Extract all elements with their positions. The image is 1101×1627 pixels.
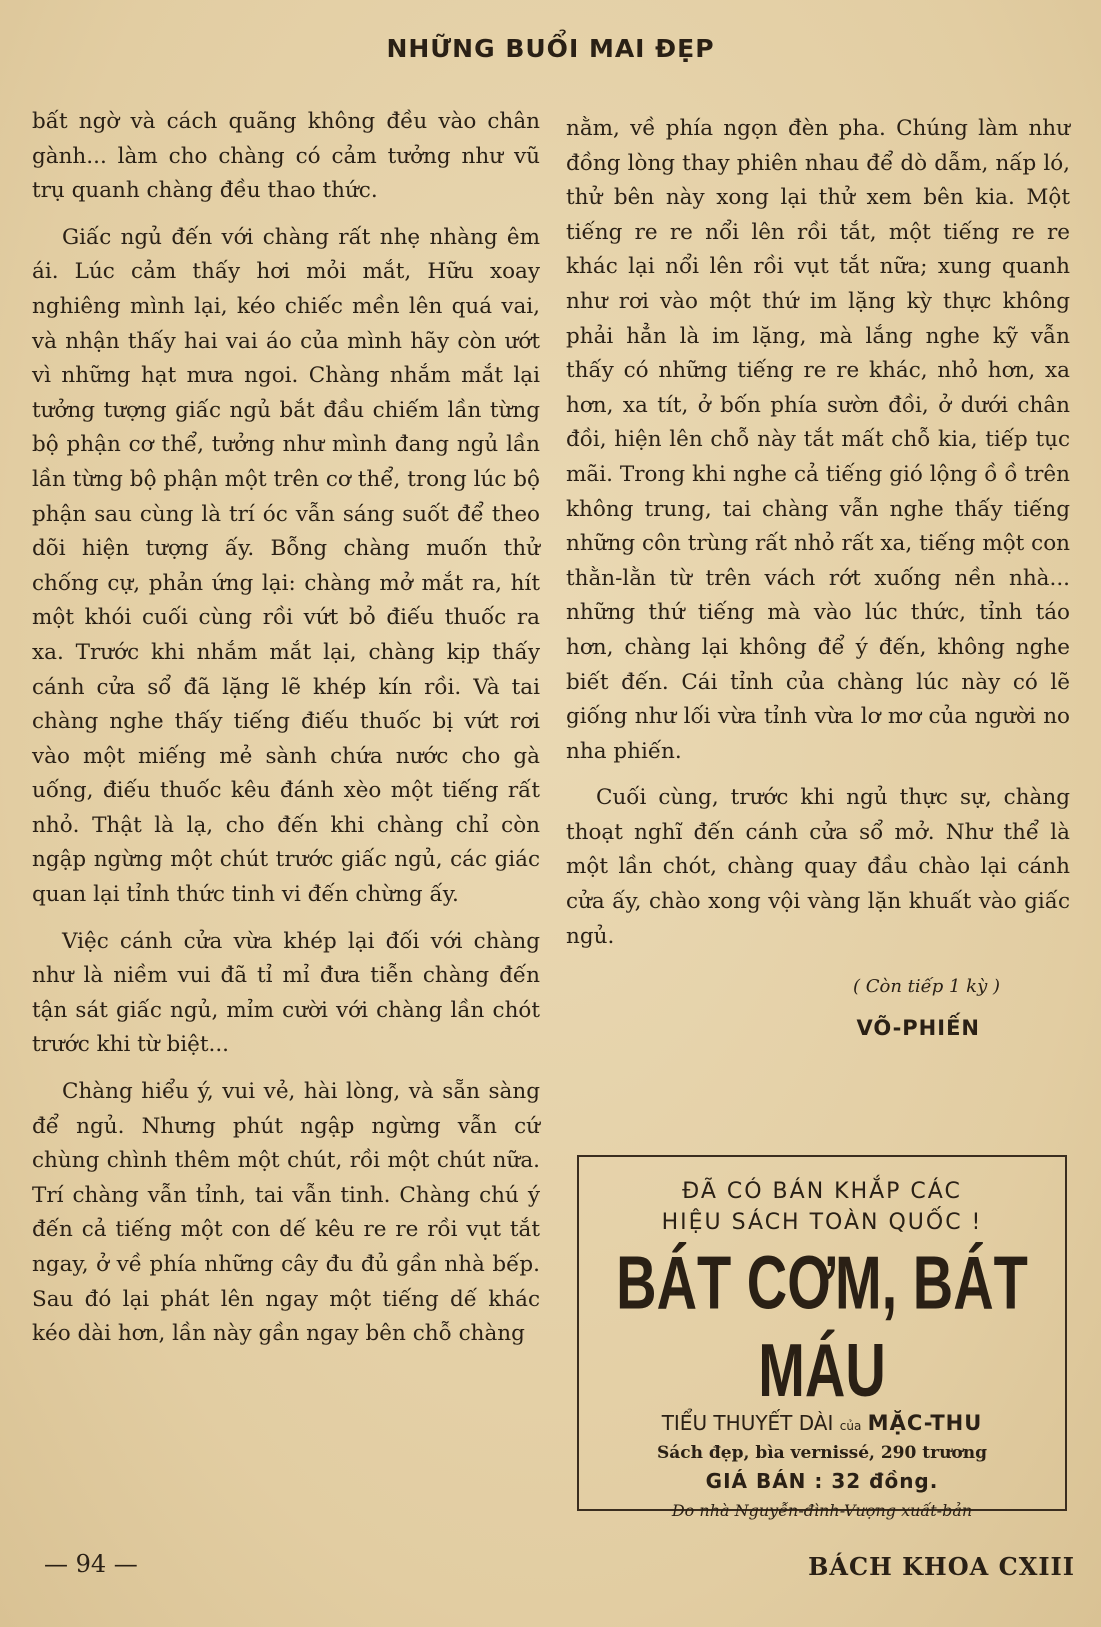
magazine-issue: BÁCH KHOA CXIII	[808, 1552, 1075, 1581]
paragraph: bất ngờ và cách quãng không đều vào chân gành... làm cho chàng có cảm tưởng như vũ trụ quanh chàng đều thao thức.	[32, 109, 540, 204]
paragraph: Cuối cùng, trước khi ngủ thực sự, chàng thoạt nghĩ đến cánh cửa sổ mở. Như thể là một lần chót, chàng quay đầu chào lại cánh cửa ấy, chào xong vội vàng lặn khuất vào giấc ngủ.	[566, 785, 1070, 949]
right-column	[566, 112, 1070, 1045]
ad-book-title: BÁT CƠM, BÁT MÁU	[616, 1239, 1028, 1413]
author-signature: VÕ-PHIẾN	[856, 1015, 980, 1040]
ad-novel-author: MẶC-THU	[867, 1411, 983, 1435]
book-advertisement	[577, 1155, 1067, 1520]
paragraph: Chàng hiểu ý, vui vẻ, hài lòng, và sẵn sàng để ngủ. Nhưng phút ngập ngừng vẫn cứ chùng chình thêm một chút, rồi một chút nữa. Trí chàng vẫn tỉnh, tai vẫn tinh. Chàng chú ý đến cả tiếng một con dế kêu re re rồi vụt tắt ngay, ở về phía những cây đu đủ gần nhà bếp. Sau đó lại phát lên ngay một tiếng dế khác kéo dài hơn, lần này gần ngay bên chỗ chàng	[32, 1079, 540, 1347]
ad-by: của	[839, 1419, 862, 1433]
ad-novel-line	[579, 1411, 1065, 1435]
paragraph: Giấc ngủ đến với chàng rất nhẹ nhàng êm ái. Lúc cảm thấy hơi mỏi mắt, Hữu xoay nghiêng mình lại, kéo chiếc mền lên quá vai, và nhận thấy hai vai áo của mình hãy còn ướt vì những hạt mưa ngoi. Chàng nhắm mắt lại tưởng tượng giấc ngủ bắt đầu chiếm lần từng bộ phận cơ thể, tưởng như mình đang ngủ lần lần từng bộ phận một trên cơ thể, trong lúc bộ phận sau cùng là trí óc vẫn sáng suốt để theo dõi hiện tượng ấy. Bỗng chàng muốn thử chống cự, phản ứng lại: chàng mở mắt ra, hít một khói cuối cùng rồi vứt bỏ điếu thuốc ra xa. Trước khi nhắm mắt lại, chàng kịp thấy cánh cửa sổ đã lặng lẽ khép kín rồi. Và tai chàng nghe thấy tiếng điếu thuốc bị vứt rơi vào một miếng mẻ sành chứa nước cho gà uống, điếu thuốc kêu đánh xèo một tiếng rất nhỏ. Thật là lạ, cho đến khi chàng chỉ còn ngập ngừng một chút trước giấc ngủ, các giác quan lại tỉnh thức tinh vi đến chừng ấy.	[32, 224, 540, 908]
continuation-note: ( Còn tiếp 1 kỳ )	[853, 976, 1000, 998]
ad-description: Sách đẹp, bìa vernissé, 290 trương	[656, 1443, 988, 1463]
left-column	[32, 105, 540, 1352]
ad-publisher: Do nhà Nguyễn-đình-Vượng xuất-bản	[671, 1501, 973, 1520]
page-title: NHỮNG BUỔI MAI ĐẸP	[386, 34, 715, 63]
ad-novel-label: TIỂU THUYẾT DÀI	[661, 1411, 834, 1435]
paragraph: nằm, về phía ngọn đèn pha. Chúng làm như đồng lòng thay phiên nhau để dò dẫm, nấp ló, thử bên này xong lại thử xem bên kia. Một tiếng re re nổi lên rồi tắt, một tiếng re re khác lại nổi lên rồi vụt tắt nữa; xung quanh như rơi vào một thứ im lặng kỳ thực không phải hẳn là im lặng, mà lắng nghe kỹ vẫn thấy có những tiếng re re khác, nhỏ hơn, xa hơn, xa tít, ở bốn phía sườn đồi, ở dưới chân đồi, hiện lên chỗ này tắt mất chỗ kia, tiếp tục mãi. Trong khi nghe cả tiếng gió lộng ồ ồ trên không trung, tai chàng vẫn nghe thấy tiếng những côn trùng rất nhỏ rất xa, tiếng một con thằn-lằn từ trên vách rớt xuống nền nhà... những thứ tiếng mà vào lúc thức, tỉnh táo hơn, chàng lại không để ý đến, không nghe biết đến. Cái tỉnh của chàng lúc này có lẽ giống như lối vừa tỉnh vừa lơ mơ của người no nha phiến.	[566, 116, 1070, 764]
ad-price: GIÁ BÁN : 32 đồng.	[705, 1469, 939, 1493]
ad-line-1: ĐÃ CÓ BÁN KHẮP CÁC	[682, 1179, 962, 1204]
page-number: — 94 —	[44, 1550, 138, 1578]
paragraph: Việc cánh cửa vừa khép lại đối với chàng như là niềm vui đã tỉ mỉ đưa tiễn chàng đến tận sát giấc ngủ, mỉm cười với chàng lần chót trước khi từ biệt...	[32, 928, 540, 1058]
ad-line-2: HIỆU SÁCH TOÀN QUỐC !	[661, 1210, 983, 1235]
